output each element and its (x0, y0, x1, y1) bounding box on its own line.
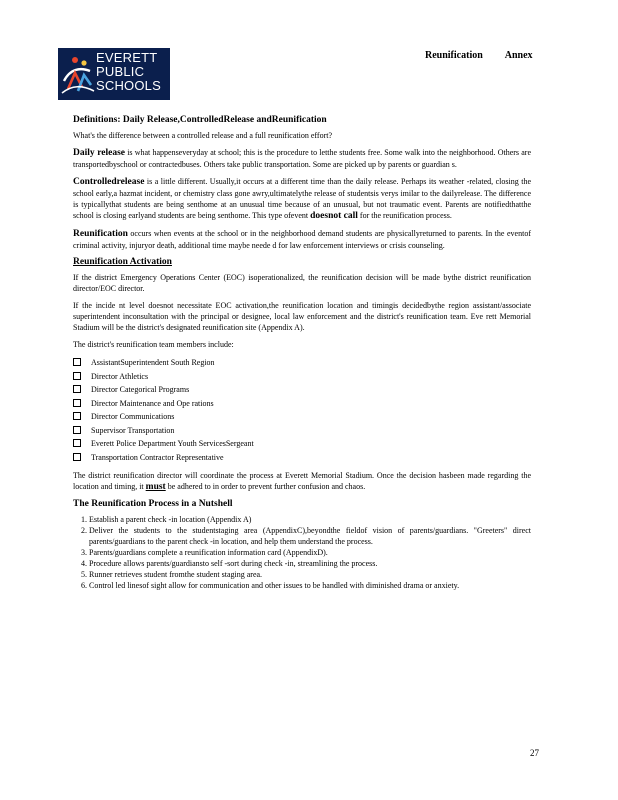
daily-release-term: Daily release (73, 148, 125, 158)
definitions-heading: Definitions: Daily Release,ControlledRelease andReunification (73, 115, 327, 125)
logo-line-1: EVERETT (96, 50, 158, 65)
nutshell-heading: The Reunification Process in a Nutshell (73, 499, 233, 509)
logo-wordmark (96, 51, 161, 93)
page-number: 27 (530, 748, 539, 758)
must-emphasis: must (145, 482, 166, 492)
running-figures-icon (60, 51, 96, 97)
definitions-question: What's the difference between a controlled release and a full reunification effort? (73, 131, 333, 140)
checkbox-icon (73, 426, 81, 434)
controlled-release-emphasis: doesnot call (310, 211, 358, 221)
team-member: Director Communications (73, 410, 531, 424)
activation-paragraph-2: If the incide nt level doesnot necessitate EOC activation,the reunification location and timingis decidedbythe region assistant/associate superintendent inconsultation with the principal or designee, local law enforcement and the district's reunification team. Eve rett Memorial Stadium will be the district's designated reunification site (Appendix A). (73, 301, 531, 332)
daily-release-paragraph (73, 147, 531, 170)
reunification-paragraph (73, 228, 531, 251)
annex-title: Reunification Annex (425, 50, 533, 61)
team-member: Everett Police Department Youth ServicesSergeant (73, 437, 531, 451)
logo-line-3: SCHOOLS (96, 78, 161, 93)
checkbox-icon (73, 399, 81, 407)
team-member: Director Athletics (73, 370, 531, 384)
checkbox-icon (73, 453, 81, 461)
team-list (73, 356, 531, 464)
everett-public-schools-logo (58, 48, 170, 100)
checkbox-icon (73, 412, 81, 420)
controlled-release-text: is a little different. Usually,it occurs at a different time than the daily release. Perhaps its weather -related, closing the school early,a hazmat incident, or chemistry class gone awry,ultimatelythe release of studentsis verys imilar to the dailyrelease. The difference is typicallythat students are being senthome at an unusual time because of an unusual, but not traumatic event. Parents are notifiedthatthe school is closing earlyand students are being senthome. This type ofevent (73, 177, 531, 220)
team-member: AssistantSuperintendent South Region (73, 356, 531, 370)
logo-line-2: PUBLIC (96, 64, 145, 79)
activation-heading: Reunification Activation (73, 257, 172, 267)
document-body (73, 115, 531, 591)
controlled-release-term: Controlledrelease (73, 177, 145, 187)
activation-closing: The district reunification director will coordinate the process at Everett Memorial Stadium. Once the decision hasbeen made regarding the location and timing, it must be adhered to in order to prevent further confusion and chaos. (73, 471, 531, 492)
process-step: 6. Control led linesof sight allow for communication and other issues to be handled with diminished drama or anxiety. (89, 580, 531, 591)
checkbox-icon (73, 358, 81, 366)
team-member: Director Maintenance and Ope rations (73, 397, 531, 411)
team-intro: The district's reunification team members include: (73, 340, 234, 349)
reunification-term: Reunification (73, 229, 128, 239)
process-steps-list (73, 514, 531, 591)
process-step: 3. Parents/guardians complete a reunification information card (AppendixD). (89, 547, 531, 558)
activation-paragraph-1: If the district Emergency Operations Center (EOC) isoperationalized, the reunification decision will be made bythe district reunification director/EOC director. (73, 273, 531, 293)
daily-release-text: is what happenseveryday at school; this is the procedure to letthe students free. Some walk into the neighborhood. Others are transportedbyschool or contractedbuses. Others take public transportation. Some are picked up by parents or guardian s. (73, 148, 532, 169)
team-member: Supervisor Transportation (73, 424, 531, 438)
team-member: Director Categorical Programs (73, 383, 531, 397)
process-step: 4. Procedure allows parents/guardiansto self -sort during check -in, streamlining the process. (89, 558, 531, 569)
process-step: 5. Runner retrieves student fromthe student staging area. (89, 569, 531, 580)
checkbox-icon (73, 385, 81, 393)
checkbox-icon (73, 439, 81, 447)
controlled-release-end: for the reunification process. (357, 211, 452, 220)
process-step: 1. Establish a parent check -in location (Appendix A) (89, 514, 531, 525)
checkbox-icon (73, 372, 81, 380)
process-step: 2. Deliver the students to the studentstaging area (AppendixC),beyondthe fieldof vision of parents/guardians. "Greeters" direct parents/guardians to the parent check -in location, and help them understand the process. (89, 525, 531, 547)
controlled-release-paragraph (73, 176, 531, 222)
team-member: Transportation Contractor Representative (73, 451, 531, 465)
reunification-text: occurs when events at the school or in the neighborhood demand students are physicallyreturned to parents. In the eventof criminal activity, injuryor death, additional time maybe neede d for law enforcement interviews or crisis counseling. (73, 229, 531, 250)
